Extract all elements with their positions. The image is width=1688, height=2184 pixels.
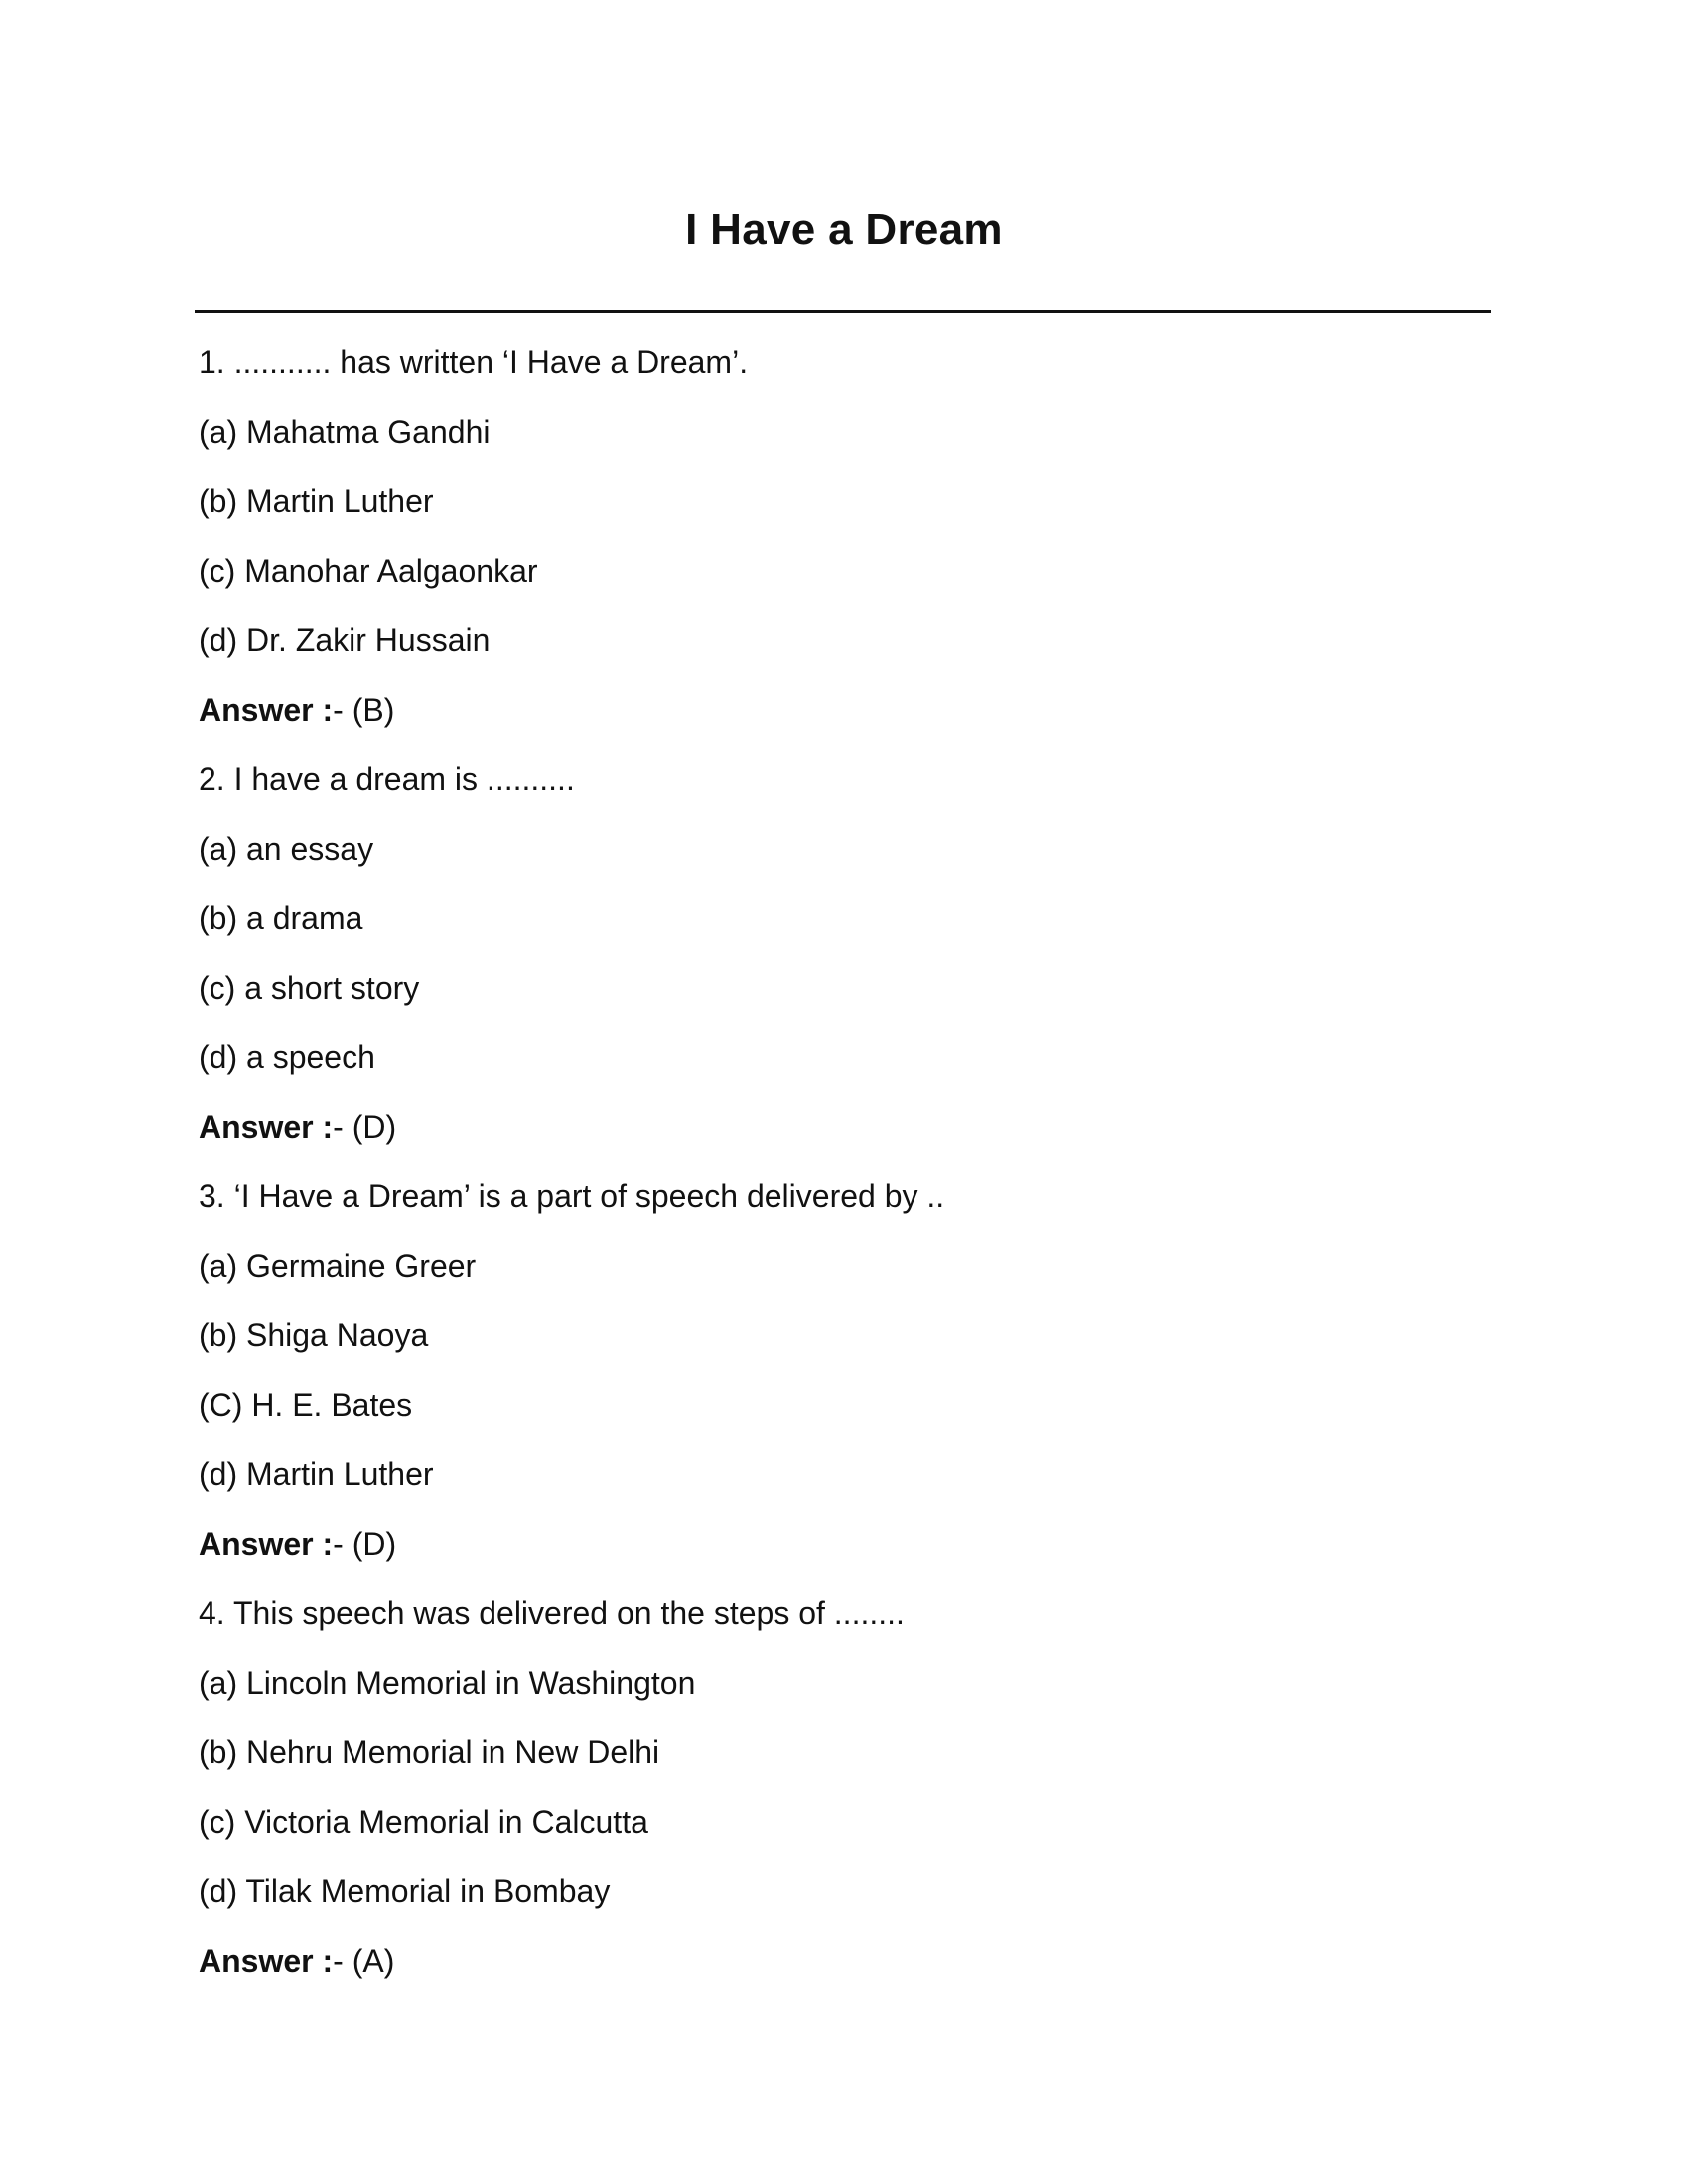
option-d: (d) a speech bbox=[199, 1039, 375, 1075]
option-a: (a) Lincoln Memorial in Washington bbox=[199, 1665, 696, 1701]
option-d: (d) Tilak Memorial in Bombay bbox=[199, 1873, 611, 1909]
question-stem: 2. I have a dream is .......... bbox=[199, 761, 575, 797]
option-b: (b) Martin Luther bbox=[199, 483, 434, 519]
question-stem: 4. This speech was delivered on the steps of ........ bbox=[199, 1595, 905, 1631]
option-a: (a) Mahatma Gandhi bbox=[199, 414, 491, 450]
option-b: (b) Shiga Naoya bbox=[199, 1317, 429, 1353]
question-stem: 1. ........... has written ‘I Have a Dream’. bbox=[199, 344, 749, 380]
answer-label: Answer : bbox=[199, 1526, 334, 1562]
answer-label: Answer : bbox=[199, 692, 334, 728]
option-c: (c) Victoria Memorial in Calcutta bbox=[199, 1804, 648, 1840]
answer-value: - (D) bbox=[333, 1109, 397, 1145]
option-a: (a) an essay bbox=[199, 831, 374, 867]
question-3 bbox=[199, 1161, 1489, 1578]
option-b: (b) Nehru Memorial in New Delhi bbox=[199, 1734, 660, 1770]
option-c: (c) Manohar Aalgaonkar bbox=[199, 553, 538, 589]
question-4 bbox=[199, 1578, 1489, 1995]
question-1 bbox=[199, 328, 1489, 745]
question-stem: 3. ‘I Have a Dream’ is a part of speech delivered by .. bbox=[199, 1178, 945, 1214]
question-list bbox=[199, 328, 1489, 1995]
answer-line bbox=[199, 1509, 1489, 1578]
page-title: I Have a Dream bbox=[685, 205, 1003, 254]
answer-value: - (B) bbox=[333, 692, 395, 728]
answer-value: - (D) bbox=[333, 1526, 397, 1562]
option-a: (a) Germaine Greer bbox=[199, 1248, 477, 1284]
title-divider bbox=[195, 310, 1491, 313]
answer-line bbox=[199, 1092, 1489, 1161]
option-d: (d) Dr. Zakir Hussain bbox=[199, 622, 491, 658]
answer-value: - (A) bbox=[333, 1943, 395, 1979]
question-2 bbox=[199, 745, 1489, 1161]
option-c: (c) a short story bbox=[199, 970, 420, 1006]
option-d: (d) Martin Luther bbox=[199, 1456, 434, 1492]
answer-line bbox=[199, 675, 1489, 745]
answer-label: Answer : bbox=[199, 1109, 334, 1145]
answer-label: Answer : bbox=[199, 1943, 334, 1979]
answer-line bbox=[199, 1926, 1489, 1995]
option-b: (b) a drama bbox=[199, 900, 363, 936]
option-c: (C) H. E. Bates bbox=[199, 1387, 413, 1423]
